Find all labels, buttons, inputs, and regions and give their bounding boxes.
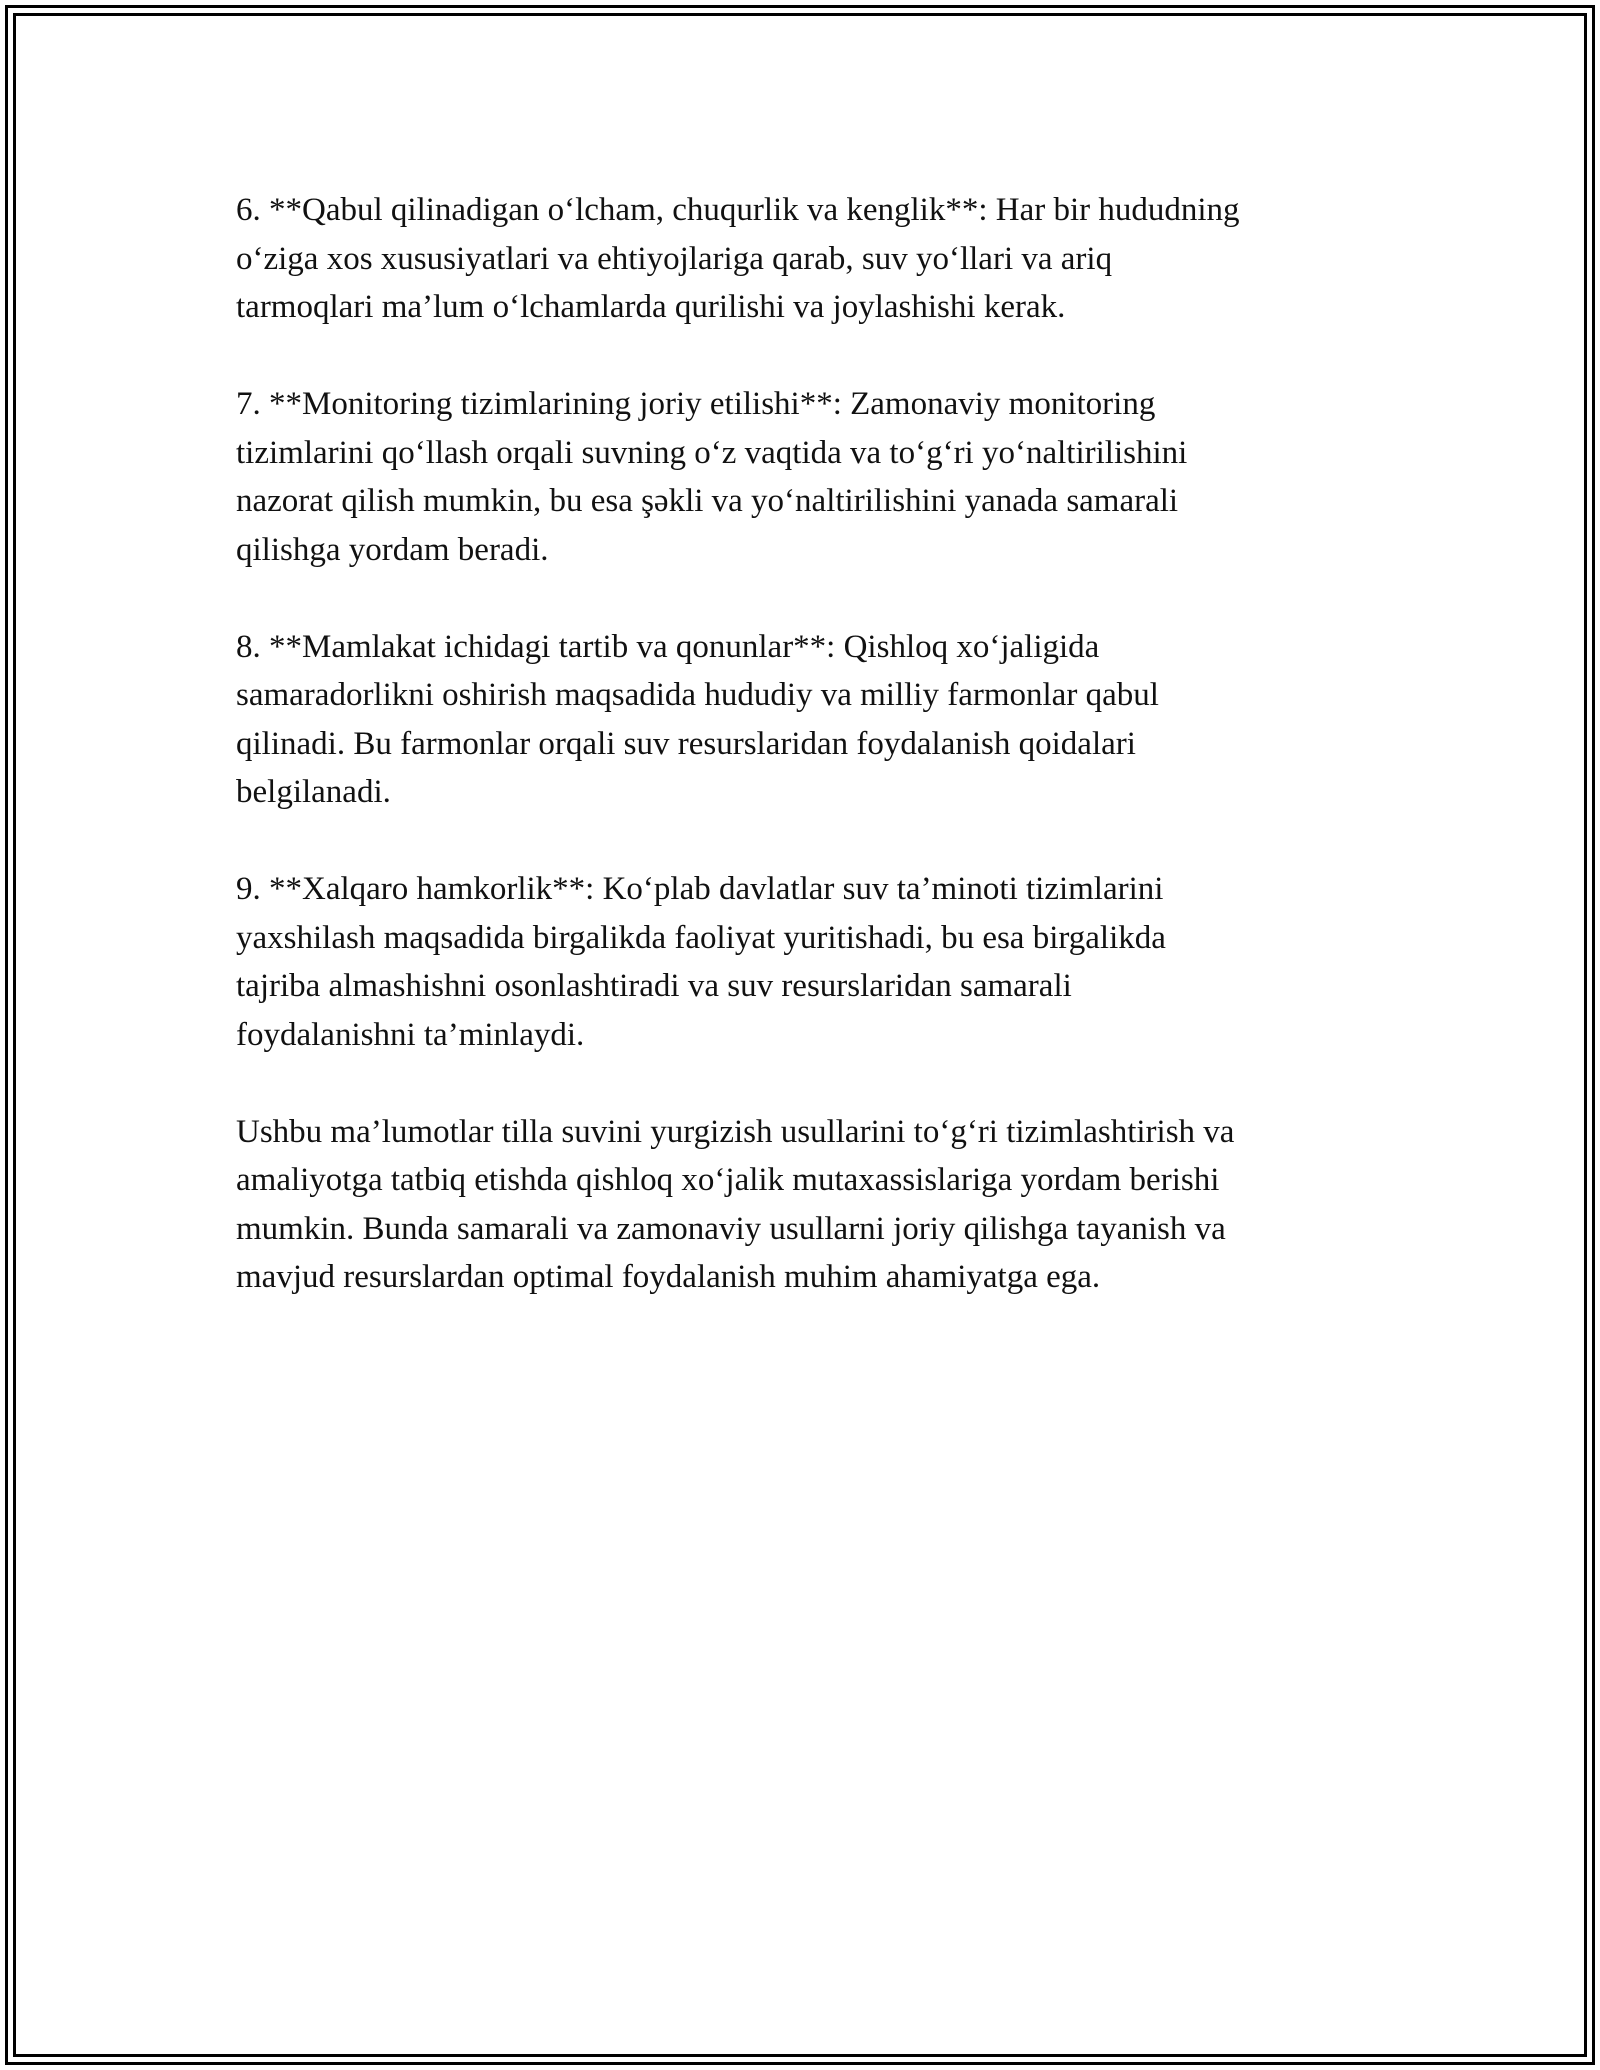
text-line: tarmoqlari ma’lum o‘lchamlarda qurilishi va joylashishi kerak. <box>236 289 1066 325</box>
document-body <box>236 186 1366 1350</box>
text-line: 7. **Monitoring tizimlarining joriy etilishi**: Zamonaviy monitoring <box>236 386 1156 422</box>
paragraph-conclusion <box>236 1108 1366 1302</box>
text-line: samaradorlikni oshirish maqsadida hududiy va milliy farmonlar qabul <box>236 677 1159 713</box>
text-line: yaxshilash maqsadida birgalikda faoliyat yuritishadi, bu esa birgalikda <box>236 919 1166 956</box>
text-line: mavjud resurslardan optimal foydalanish muhim ahamiyatga ega. <box>236 1259 1101 1295</box>
text-line: tajriba almashishni osonlashtiradi va suv resurslaridan samarali <box>236 968 1072 1004</box>
text-line: Ushbu ma’lumotlar tilla suvini yurgizish usullarini to‘g‘ri tizimlashtirish va <box>236 1113 1235 1150</box>
paragraph-item-7 <box>236 380 1366 574</box>
text-line: mumkin. Bunda samarali va zamonaviy usullarni joriy qilishga tayanish va <box>236 1210 1226 1247</box>
text-line: belgilanadi. <box>236 774 391 810</box>
text-line: qilinadi. Bu farmonlar orqali suv resurslaridan foydalanish qoidalari <box>236 725 1136 762</box>
paragraph-item-6 <box>236 186 1366 332</box>
text-line: 8. **Mamlakat ichidagi tartib va qonunlar**: Qishloq xo‘jaligida <box>236 628 1100 665</box>
text-line: 6. **Qabul qilinadigan o‘lcham, chuqurlik va kenglik**: Har bir hududning <box>236 192 1240 228</box>
text-line: amaliyotga tatbiq etishda qishloq xo‘jalik mutaxassislariga yordam berishi <box>236 1162 1220 1198</box>
paragraph-item-9 <box>236 865 1366 1059</box>
text-line: nazorat qilish mumkin, bu esa şəkli va yo‘naltirilishini yanada samarali <box>236 483 1179 519</box>
text-line: qilishga yordam beradi. <box>236 531 549 568</box>
text-line: o‘ziga xos xususiyatlari va ehtiyojlariga qarab, suv yo‘llari va ariq <box>236 240 1113 277</box>
text-line: tizimlarini qo‘llash orqali suvning o‘z vaqtida va to‘g‘ri yo‘naltirilishini <box>236 434 1188 471</box>
text-line: 9. **Xalqaro hamkorlik**: Ko‘plab davlatlar suv ta’minoti tizimlarini <box>236 871 1164 907</box>
text-line: foydalanishni ta’minlaydi. <box>236 1016 585 1053</box>
paragraph-item-8 <box>236 623 1366 817</box>
